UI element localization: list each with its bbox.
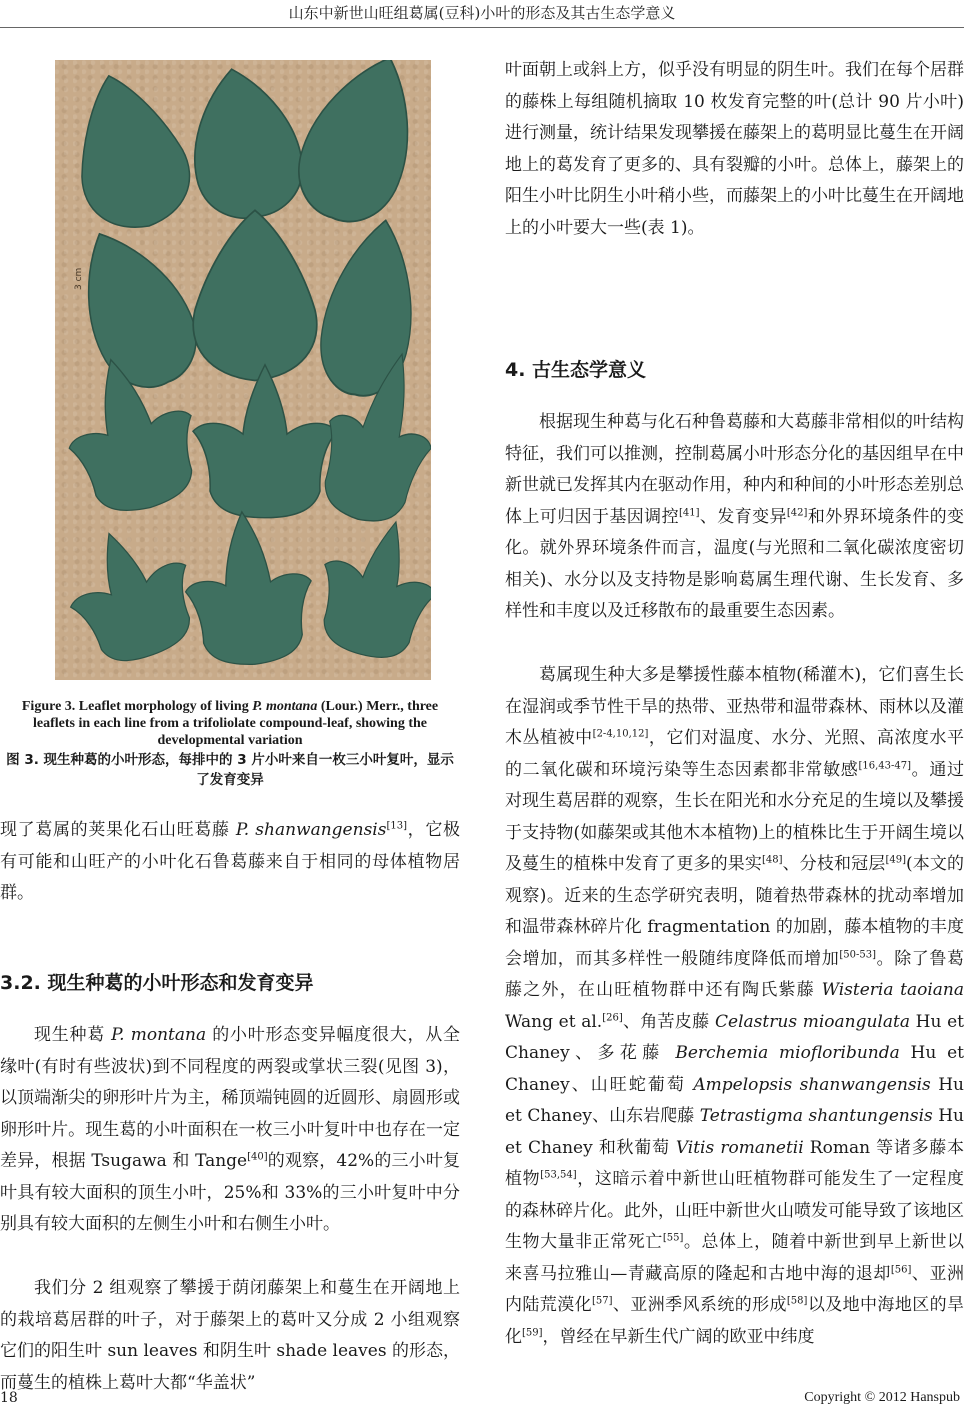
citation: [56] — [890, 1263, 912, 1275]
text: ，这暗示着中新世山旺植物群可能发生了一定程度的森林碎片化。此外，山旺中新世火山喷发可能导致了该地区生物大量非正常死亡 — [505, 1169, 964, 1252]
leaflet-4-2 — [179, 506, 318, 669]
species-name: P. shanwangensis — [235, 820, 387, 840]
species-name: Vitis romanetii — [675, 1137, 804, 1158]
species-name: P. montana — [111, 1025, 207, 1045]
text: 。除了鲁葛藤之外，在山旺植物群中还有陶氏紫藤 — [505, 948, 964, 1000]
text: Hu et Chaney、山东岩爬藤 — [505, 1074, 964, 1126]
paragraph-right-2 — [505, 660, 964, 1353]
citation: [41] — [678, 506, 700, 518]
paragraph-right-1 — [505, 407, 964, 628]
species-name: Tetrastigma shantungensis — [699, 1106, 933, 1126]
text: 。总体上，随着中新世到早上新世以来喜马拉雅山—青藏高原的隆起和古地中海的退却 — [505, 1232, 964, 1284]
text: 、角苦皮藤 — [622, 1011, 716, 1032]
text: 根据现生种葛与化石种鲁葛藤和大葛藤非常相似的叶结构特征，我们可以推测，控制葛属小叶形态分化的基因组早在中新世就已发挥其内在驱动作用，种内和种间的小叶形态差别总体上可归因于基因调控 — [505, 412, 964, 527]
section-heading-4: 4. 古生态学意义 — [505, 359, 647, 381]
paragraph-left-3: 我们分 2 组观察了攀援于荫闭藤架上和蔓生在开阔地上的栽培葛居群的叶子，对于藤架上的葛叶又分成 2 小组观察它们的阳生叶 sun leaves 和阴生叶 shade leaves 的形态，而蔓生的植株上葛叶大都“华盖状” — [0, 1278, 460, 1393]
species-name: Ampelopsis shanwangensis — [693, 1074, 931, 1095]
text: 、发育变异 — [699, 506, 787, 527]
leaflet-4-3 — [305, 507, 431, 669]
text: Hu et Chaney、多花藤 — [505, 1011, 964, 1063]
text: 现生种葛 — [34, 1025, 112, 1045]
text: 的观察，42%的三小叶复叶具有较大面积的顶生小叶，25%和 33%的三小叶复叶中分别具有较大面积的左侧生小叶和右侧生小叶。 — [0, 1151, 460, 1234]
text: 的小叶形态变异幅度很大，从全缘叶(有时有些波状)到不同程度的两裂或掌状三裂(见图 3)，以顶端渐尖的卵形叶片为主，稀顶端钝圆的近圆形、扇圆形或卵形叶片。现生葛的小叶面积在一枚三小叶复叶中也存在一定差异，根据 Tsugawa 和 Tange — [0, 1025, 461, 1171]
citation: [26] — [602, 1011, 623, 1023]
page-number: 18 — [0, 1390, 18, 1406]
citation: [42] — [786, 506, 808, 518]
leaflet-2-3 — [312, 213, 429, 403]
figure-caption-en — [0, 698, 460, 749]
citation: [13] — [386, 820, 407, 832]
caption-en-prefix: Figure 3. Leaflet morphology of living — [21, 699, 253, 714]
text: Hu et Chaney 和秋葡萄 — [505, 1106, 964, 1158]
text: Wang et al. — [505, 1011, 603, 1032]
paragraph-right-0: 叶面朝上或斜上方，似乎没有明显的阴生叶。我们在每个居群的藤株上每组随机摘取 10 枚发育完整的叶(总计 90 片小叶)进行测量，统计结果发现攀援在藤架上的葛明显比蔓生在开阔地上的葛发育了更多的、具有裂瓣的小叶。总体上，藤架上的阳生小叶比阴生小叶稍小些，而藤架上的小叶比蔓生在开阔地上的小叶要大一些(表 1)。 — [505, 60, 964, 238]
section-heading-3-2: 3.2. 现生种葛的小叶形态和发育变异 — [0, 972, 314, 994]
paragraph-left-1 — [0, 815, 460, 910]
leaflet-3-2 — [193, 365, 337, 518]
text: Hu et Chaney、山旺蛇葡萄 — [505, 1043, 964, 1095]
text: (本文的观察)。近来的生态学研究表明，随着热带森林的扰动率增加和温带森林碎片化 fragmentation 的加剧，藤本植物的丰度会增加，而其多样性一般随纬度降低而增加 — [505, 854, 964, 969]
text: ，它极有可能和山旺产的小叶化石鲁葛藤来自于相同的母体植物居群。 — [0, 820, 461, 903]
text: 、亚洲内陆荒漠化 — [505, 1263, 964, 1315]
species-name: Wisteria taoiana — [821, 980, 964, 1000]
leaflet-2-1 — [56, 213, 213, 402]
leaflet-1-1 — [57, 62, 201, 240]
text: 葛属现生种大多是攀援性藤本植物(稀灌木)，它们喜生长在湿润或季节性干旱的热带、亚热带和温带森林、雨林以及灌木丛植被中 — [505, 665, 964, 748]
copyright-notice: Copyright © 2012 Hanspub — [804, 1390, 960, 1405]
text: ，它们对温度、水分、光照、高浓度水平的二氧化碳和环境污染等生态因素都非常敏感 — [505, 728, 964, 780]
scale-label: 3 cm — [74, 267, 84, 290]
leaflet-2-2 — [193, 210, 317, 380]
text: 现了葛属的荚果化石山旺葛藤 — [0, 820, 236, 840]
citation: [49] — [885, 854, 906, 866]
leaflet-1-3 — [284, 60, 431, 235]
text: 和外界环境条件的变化。就外界环境条件而言，温度(与光照和二氧化碳浓度密切相关)、水分以及支持物是影响葛属生理代谢、生长发育、多样性和丰度以及迁移散布的最重要生态因素。 — [505, 506, 964, 621]
citation: [59] — [522, 1326, 543, 1338]
species-name: Celastrus mioangulata — [715, 1011, 910, 1032]
text: 。通过对现生葛居群的观察，生长在阳光和水分充足的生境以及攀援于支持物(如藤架或其他木本植物)上的植株比生于开阔生境以及蔓生的植株中发育了更多的果实 — [505, 759, 964, 874]
citation: [55] — [662, 1232, 684, 1244]
paragraph-left-2 — [0, 1020, 460, 1241]
citation: [2-4,10,12] — [592, 728, 649, 740]
text: ，曾经在早新生代广阔的欧亚中纬度 — [542, 1326, 815, 1347]
text: Roman 等诸多藤本植物 — [505, 1137, 964, 1189]
header-rule — [0, 27, 964, 28]
citation: [53,54] — [540, 1169, 577, 1181]
caption-en-species: P. montana — [252, 699, 318, 714]
citation: [40] — [247, 1151, 268, 1163]
running-head: 山东中新世山旺组葛属(豆科)小叶的形态及其古生态学意义 — [288, 4, 676, 22]
text: 、亚洲季风系统的形成 — [612, 1295, 787, 1315]
citation: [50-53] — [839, 948, 877, 960]
leaflet-photo — [55, 60, 431, 680]
text: 、分枝和冠层 — [782, 854, 886, 874]
species-name: Berchemia miofloribunda — [675, 1043, 900, 1063]
citation: [58] — [786, 1295, 808, 1307]
citation: [57] — [592, 1295, 613, 1307]
leaflet-photo-svg — [55, 60, 431, 680]
leaflet-1-2 — [179, 60, 310, 226]
citation: [48] — [761, 854, 783, 866]
figure-caption-zh: 图 3. 现生种葛的小叶形态，每排中的 3 片小叶来自一枚三小叶复叶，显示了发育变异 — [6, 752, 454, 788]
text: 以及地中海地区的旱化 — [505, 1295, 964, 1347]
citation: [16,43-47] — [858, 759, 911, 771]
caption-en-rest: (Lour.) Merr., three leaflets in each line from a trifoliolate compound-leaf, showing the developmental variation — [32, 699, 439, 748]
